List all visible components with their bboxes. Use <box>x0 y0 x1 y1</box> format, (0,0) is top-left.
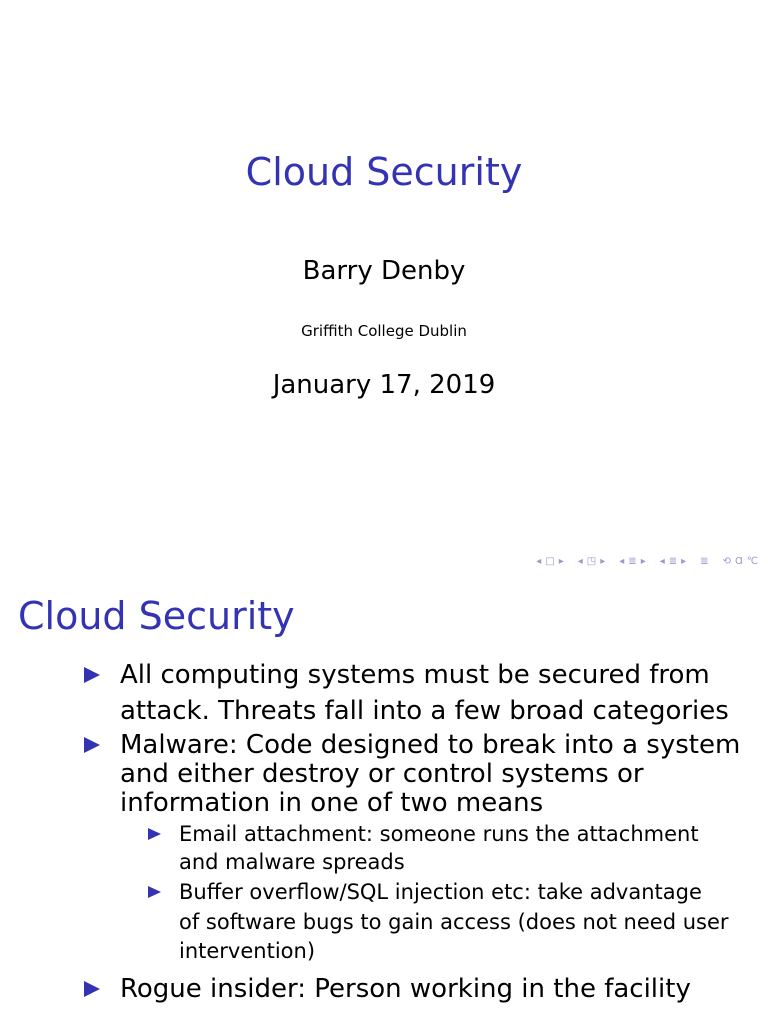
presentation-title: Cloud Security <box>245 150 523 194</box>
institute-name: Griffith College Dublin <box>301 322 467 340</box>
bullet-text-line: Rogue insider: Person working in the facility <box>120 974 691 1004</box>
nav-next-subsection-icon[interactable]: ▸ <box>600 556 606 567</box>
nav-subsection-icon[interactable]: ◳ <box>586 556 597 567</box>
nav-loop-icon[interactable]: ℃ <box>746 556 758 567</box>
nav-search-icon[interactable]: ⟲ <box>722 556 731 567</box>
frame-title: Cloud Security <box>18 594 295 638</box>
bullet-text-line: attack. Threats fall into a few broad categories <box>120 696 729 726</box>
bullet-marker <box>84 660 104 690</box>
sub-bullet-text-line: Buffer overflow/SQL injection etc: take advantage <box>179 880 702 904</box>
nav-prev-frame-icon[interactable]: ◂ <box>536 556 542 567</box>
bullet-text-line: Malware: Code designed to break into a system <box>120 730 741 760</box>
nav-prev-section-icon[interactable]: ◂ <box>619 556 625 567</box>
nav-next-subsubsection-icon[interactable]: ▸ <box>681 556 687 567</box>
nav-frame-icon[interactable]: □ <box>545 556 555 567</box>
bullet-item <box>0 730 768 820</box>
sub-bullet-text-line: intervention) <box>179 939 316 963</box>
sub-bullet-text-line: Email attachment: someone runs the attachment <box>179 822 699 846</box>
bullet-list <box>0 660 768 1008</box>
bullet-marker <box>84 730 104 760</box>
nav-section-icon[interactable]: ≣ <box>628 556 637 567</box>
bullet-text-line: information in one of two means <box>120 788 544 818</box>
sub-bullet-marker <box>148 820 164 849</box>
nav-next-section-icon[interactable]: ▸ <box>640 556 646 567</box>
triangle-bullet-icon <box>84 981 100 997</box>
triangle-bullet-icon <box>148 828 161 840</box>
sub-bullet-item <box>0 878 768 974</box>
nav-prev-subsubsection-icon[interactable]: ◂ <box>659 556 665 567</box>
triangle-bullet-icon <box>84 737 100 753</box>
bullet-text-line: All computing systems must be secured from <box>120 660 710 690</box>
triangle-bullet-icon <box>148 886 161 898</box>
sub-bullet-marker <box>148 878 164 907</box>
author-name: Barry Denby <box>302 256 466 286</box>
sub-bullet-text-line: and malware spreads <box>179 850 405 874</box>
nav-prev-subsection-icon[interactable]: ◂ <box>577 556 583 567</box>
sub-bullet-text-line: of software bugs to gain access (does not need user <box>179 910 729 934</box>
nav-zoom-icon[interactable]: Ɑ <box>734 556 743 567</box>
content-slide <box>0 576 768 1024</box>
nav-appendix-icon[interactable]: ≣ <box>700 556 709 567</box>
nav-next-frame-icon[interactable]: ▸ <box>558 556 564 567</box>
triangle-bullet-icon <box>84 667 100 683</box>
nav-subsubsection-icon[interactable]: ≣ <box>668 556 678 567</box>
bullet-item <box>0 974 768 1008</box>
bullet-marker <box>84 974 104 1004</box>
bullet-item <box>0 660 768 730</box>
beamer-navigation-bar <box>536 556 758 568</box>
bullet-text-line: and either destroy or control systems or <box>120 759 644 789</box>
presentation-date: January 17, 2019 <box>272 370 496 400</box>
sub-bullet-item <box>0 820 768 878</box>
